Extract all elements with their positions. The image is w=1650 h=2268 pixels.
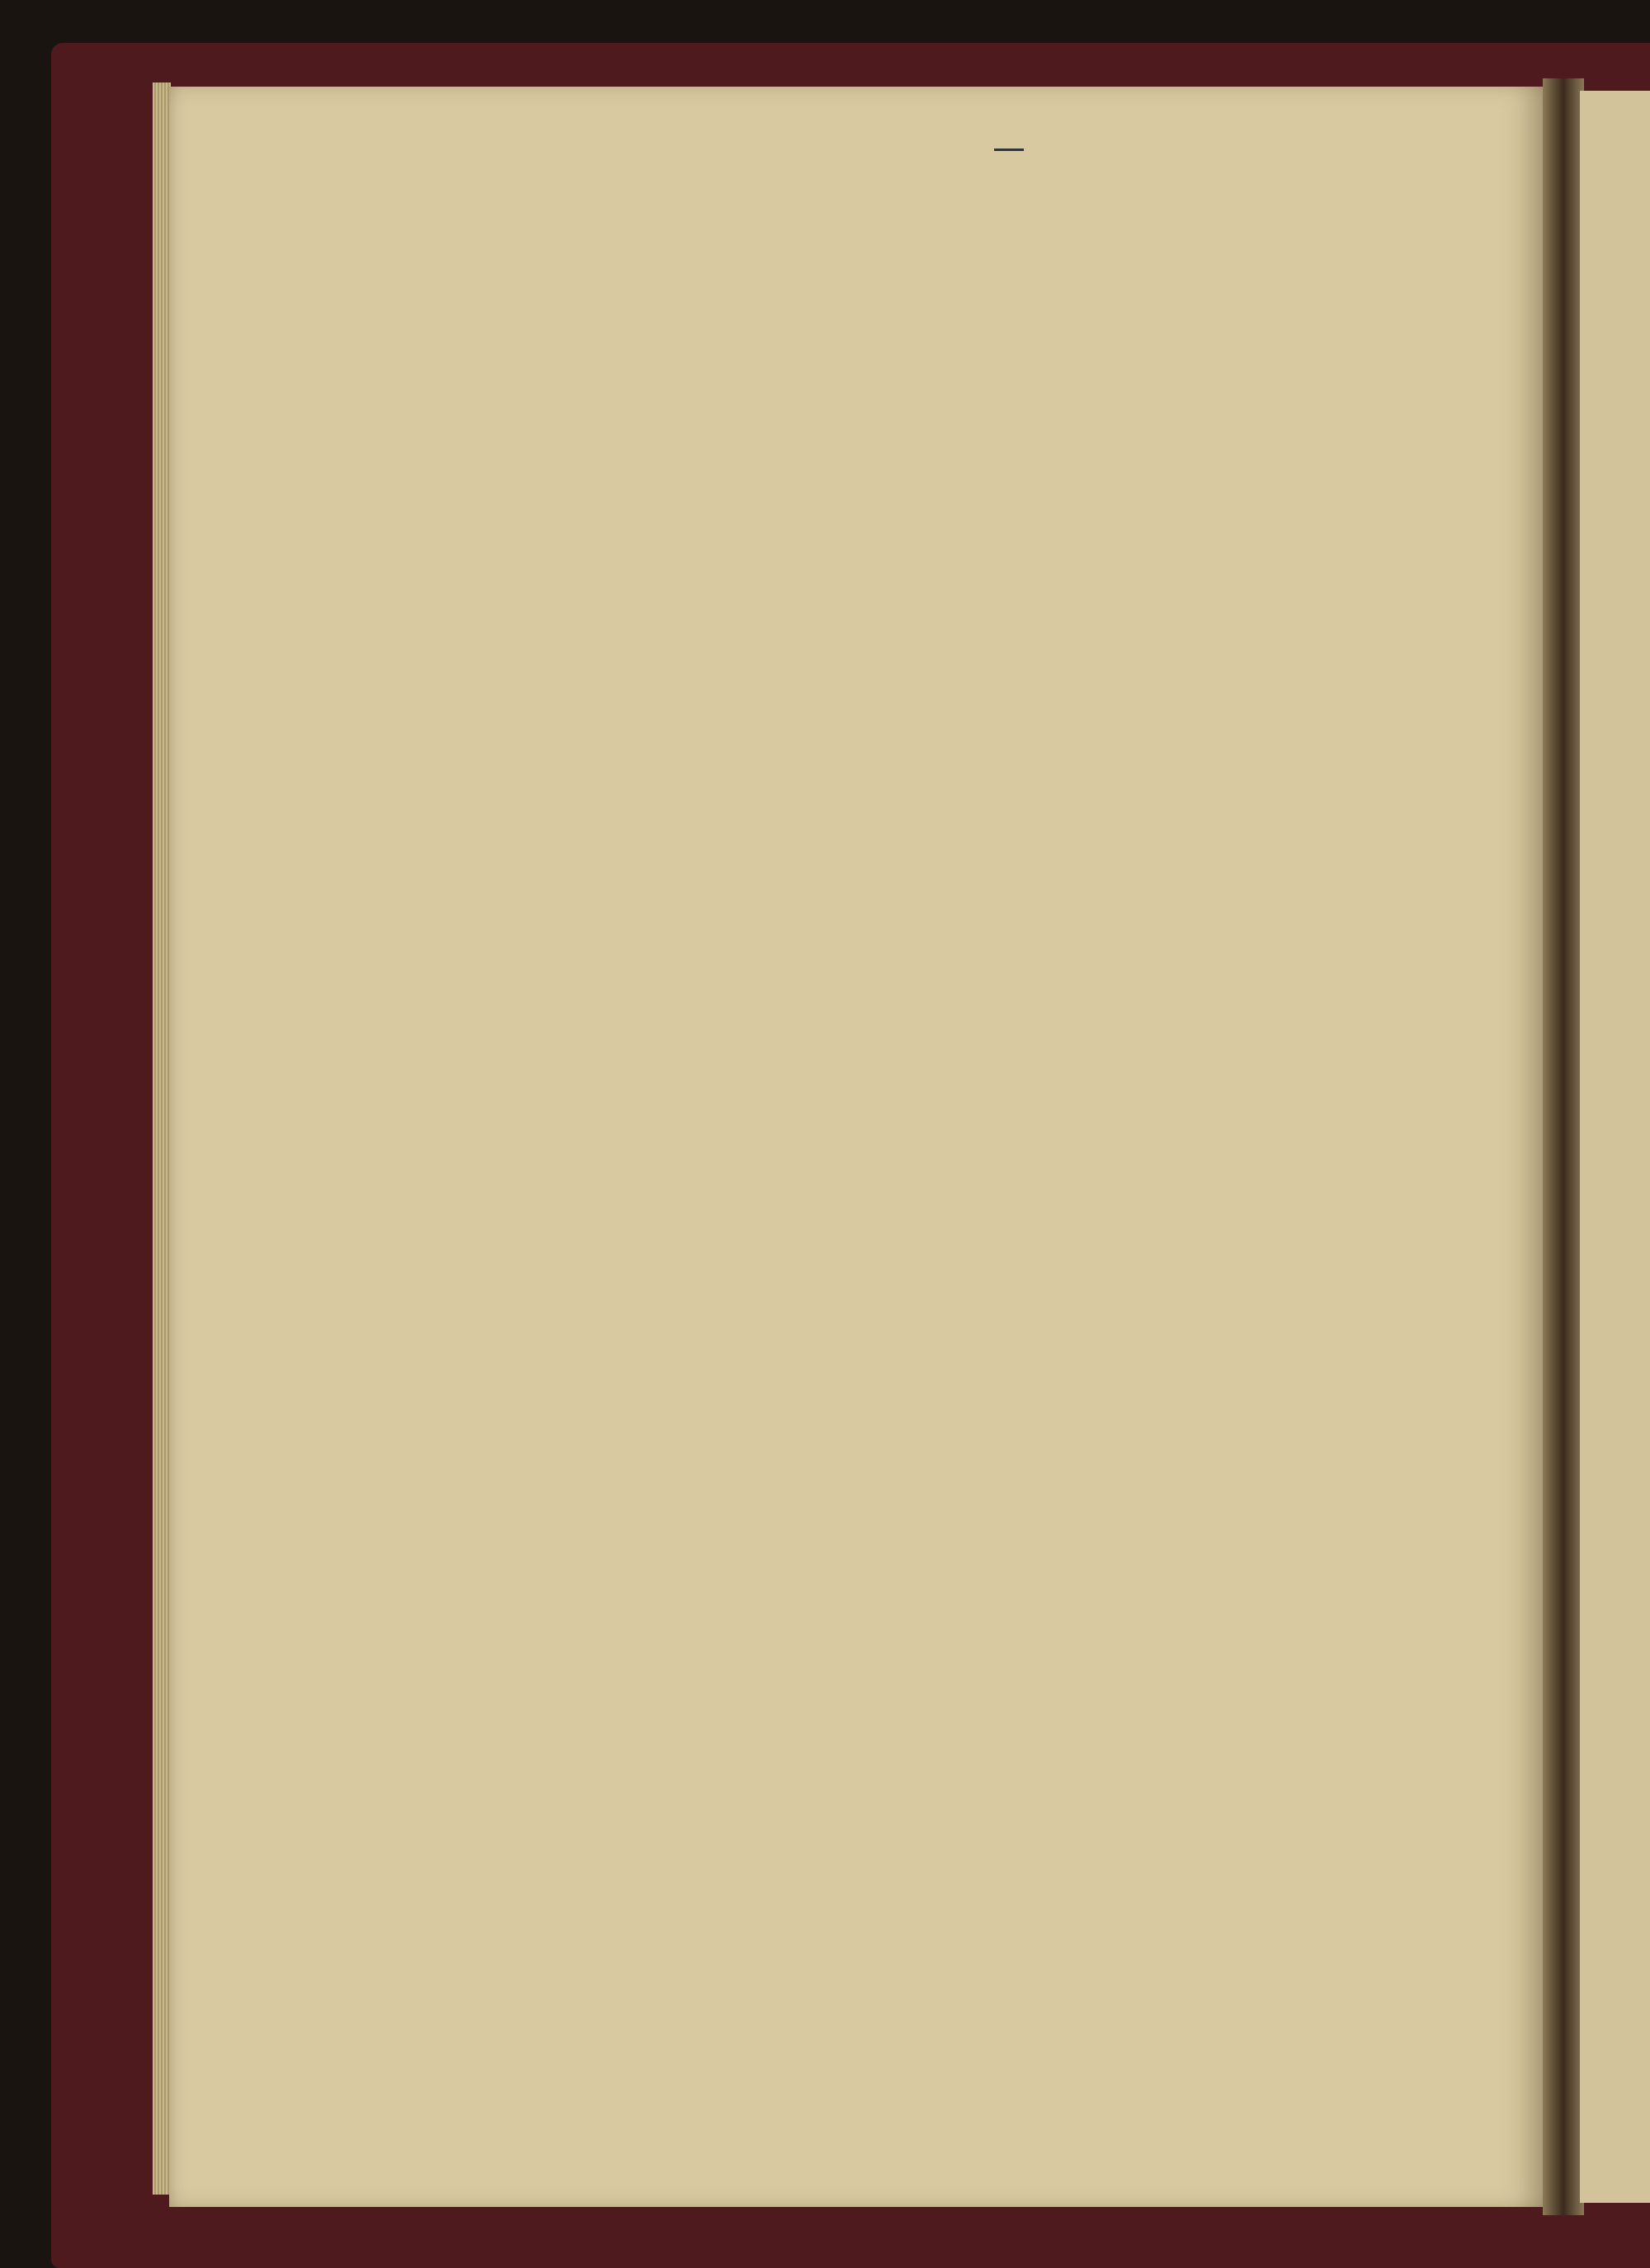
book-gutter <box>1543 78 1584 2215</box>
facing-page <box>1580 91 1650 2203</box>
page-edges <box>153 83 171 2195</box>
page-divider <box>994 149 1024 151</box>
book-page <box>169 87 1553 2207</box>
